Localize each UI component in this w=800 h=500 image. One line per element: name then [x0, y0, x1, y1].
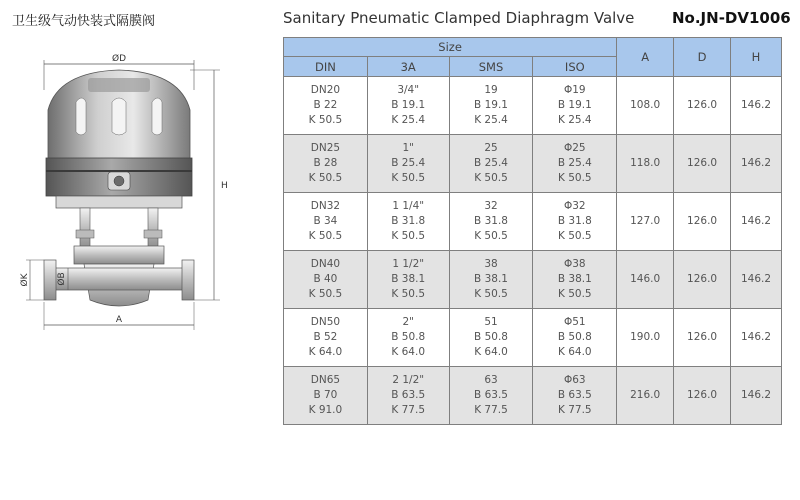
cell-h: 146.2 [731, 193, 782, 251]
cell-sms [449, 135, 533, 193]
cell-line: DN25 [310, 142, 341, 154]
cell-line: 19 [484, 84, 498, 96]
cell-d: 126.0 [674, 77, 731, 135]
cell-line: 51 [484, 316, 498, 328]
col-header-iso: ISO [533, 57, 617, 77]
cell-din [284, 367, 368, 425]
cell-line: K 25.4 [391, 114, 426, 126]
cell-line: DN65 [310, 374, 341, 386]
cell-din [284, 251, 368, 309]
cell-sms [449, 251, 533, 309]
cell-line: B 25.4 [391, 157, 426, 169]
cell-a: 146.0 [617, 251, 674, 309]
cell-line: K 77.5 [558, 404, 592, 416]
cell-line: K 50.5 [474, 172, 508, 184]
table-row [284, 251, 782, 309]
cell-line: K 64.0 [391, 346, 426, 358]
cell-line: K 77.5 [474, 404, 508, 416]
cell-iso [533, 309, 617, 367]
model-number: No.JN-DV1006 [672, 9, 791, 27]
cell-line: B 31.8 [474, 215, 508, 227]
table-row [284, 77, 782, 135]
col-header-h: H [731, 38, 782, 77]
cell-a3 [367, 251, 449, 309]
title-english: Sanitary Pneumatic Clamped Diaphragm Valve [283, 9, 635, 27]
table-row [284, 135, 782, 193]
cell-d: 126.0 [674, 367, 731, 425]
cell-sms [449, 367, 533, 425]
col-header-3a: 3A [367, 57, 449, 77]
cell-sms [449, 193, 533, 251]
od-label: ØD [111, 54, 127, 64]
cell-line: 1 1/4" [392, 200, 425, 212]
cell-line: B 38.1 [474, 273, 508, 285]
pipe [54, 268, 184, 290]
cell-line: Φ38 [563, 258, 586, 270]
cell-a3 [367, 193, 449, 251]
ob-label: ØB [57, 272, 67, 286]
cell-line: DN32 [310, 200, 341, 212]
cell-h: 146.2 [731, 367, 782, 425]
col-header-a: A [617, 38, 674, 77]
cell-line: 1 1/2" [392, 258, 425, 270]
valve-drawing [18, 50, 238, 340]
cell-line: B 70 [313, 389, 338, 401]
cell-iso [533, 367, 617, 425]
cell-line: B 25.4 [474, 157, 508, 169]
cell-a: 216.0 [617, 367, 674, 425]
cell-line: 1" [402, 142, 414, 154]
cell-line: B 50.8 [474, 331, 508, 343]
cell-line: K 50.5 [474, 230, 508, 242]
col-header-sms: SMS [449, 57, 533, 77]
cell-line: B 19.1 [557, 99, 592, 111]
cell-line: B 63.5 [391, 389, 426, 401]
cell-line: B 63.5 [474, 389, 508, 401]
cell-line: Φ25 [563, 142, 586, 154]
cell-h: 146.2 [731, 309, 782, 367]
cell-line: 38 [484, 258, 498, 270]
cell-line: DN40 [310, 258, 341, 270]
cell-line: K 50.5 [391, 230, 426, 242]
cell-iso [533, 135, 617, 193]
spec-table-body [284, 77, 782, 425]
cell-line: B 28 [313, 157, 338, 169]
cell-line: Φ63 [563, 374, 586, 386]
cell-line: K 64.0 [558, 346, 592, 358]
cell-sms [449, 309, 533, 367]
ok-label: ØK [20, 273, 30, 287]
table-row [284, 367, 782, 425]
cell-h: 146.2 [731, 77, 782, 135]
cell-line: 32 [484, 200, 498, 212]
cell-line: K 50.5 [558, 172, 592, 184]
cell-a3 [367, 77, 449, 135]
cell-line: B 31.8 [557, 215, 592, 227]
cell-line: K 50.5 [308, 230, 343, 242]
cell-line: B 22 [313, 99, 338, 111]
cell-line: K 25.4 [474, 114, 508, 126]
col-header-din: DIN [284, 57, 368, 77]
cell-line: K 50.5 [308, 288, 343, 300]
cell-line: B 50.8 [557, 331, 592, 343]
cell-line: B 50.8 [391, 331, 426, 343]
cell-line: K 50.5 [308, 172, 343, 184]
col-header-d: D [674, 38, 731, 77]
cell-line: K 50.5 [558, 288, 592, 300]
cell-line: B 19.1 [474, 99, 508, 111]
cell-a3 [367, 367, 449, 425]
cell-line: Φ51 [563, 316, 586, 328]
cell-line: 63 [484, 374, 498, 386]
cell-line: Φ19 [563, 84, 586, 96]
a-label: A [115, 315, 123, 325]
cell-din [284, 77, 368, 135]
cell-line: 2 1/2" [392, 374, 425, 386]
cell-din [284, 309, 368, 367]
cell-line: DN50 [310, 316, 341, 328]
cell-line: B 63.5 [557, 389, 592, 401]
size-header: Size [284, 38, 617, 57]
cell-line: B 25.4 [557, 157, 592, 169]
cell-line: B 34 [313, 215, 338, 227]
cell-line: DN20 [310, 84, 341, 96]
cell-line: K 64.0 [474, 346, 508, 358]
cell-din [284, 135, 368, 193]
cell-a3 [367, 309, 449, 367]
cell-d: 126.0 [674, 309, 731, 367]
cell-line: K 91.0 [308, 404, 343, 416]
cell-a: 108.0 [617, 77, 674, 135]
cell-line: Φ32 [563, 200, 586, 212]
cell-iso [533, 251, 617, 309]
cell-line: K 50.5 [558, 230, 592, 242]
cell-line: B 38.1 [391, 273, 426, 285]
left-ferrule [44, 260, 56, 300]
cell-h: 146.2 [731, 251, 782, 309]
cell-din [284, 193, 368, 251]
cell-line: K 25.4 [558, 114, 592, 126]
cell-d: 126.0 [674, 193, 731, 251]
cell-h: 146.2 [731, 135, 782, 193]
cell-line: B 52 [313, 331, 338, 343]
cell-line: K 50.5 [391, 288, 426, 300]
cell-line: K 64.0 [308, 346, 343, 358]
cell-line: K 50.5 [308, 114, 343, 126]
cell-line: B 19.1 [391, 99, 426, 111]
right-ferrule [182, 260, 194, 300]
cell-iso [533, 193, 617, 251]
cell-a: 190.0 [617, 309, 674, 367]
cell-iso [533, 77, 617, 135]
cell-line: B 40 [313, 273, 338, 285]
cell-d: 126.0 [674, 251, 731, 309]
cell-line: K 77.5 [391, 404, 426, 416]
title-chinese: 卫生级气动快装式隔膜阀 [12, 14, 156, 29]
cell-a: 127.0 [617, 193, 674, 251]
cell-line: 25 [484, 142, 498, 154]
cell-d: 126.0 [674, 135, 731, 193]
spec-table [283, 37, 782, 425]
cell-line: B 31.8 [391, 215, 426, 227]
cell-sms [449, 77, 533, 135]
cell-line: 3/4" [397, 84, 420, 96]
cell-line: K 50.5 [474, 288, 508, 300]
cell-line: K 50.5 [391, 172, 426, 184]
valve-body-flange [74, 246, 164, 264]
table-row [284, 193, 782, 251]
table-row [284, 309, 782, 367]
cell-a: 118.0 [617, 135, 674, 193]
h-label: H [221, 181, 228, 191]
cell-line: B 38.1 [557, 273, 592, 285]
cell-a3 [367, 135, 449, 193]
cell-line: 2" [402, 316, 414, 328]
